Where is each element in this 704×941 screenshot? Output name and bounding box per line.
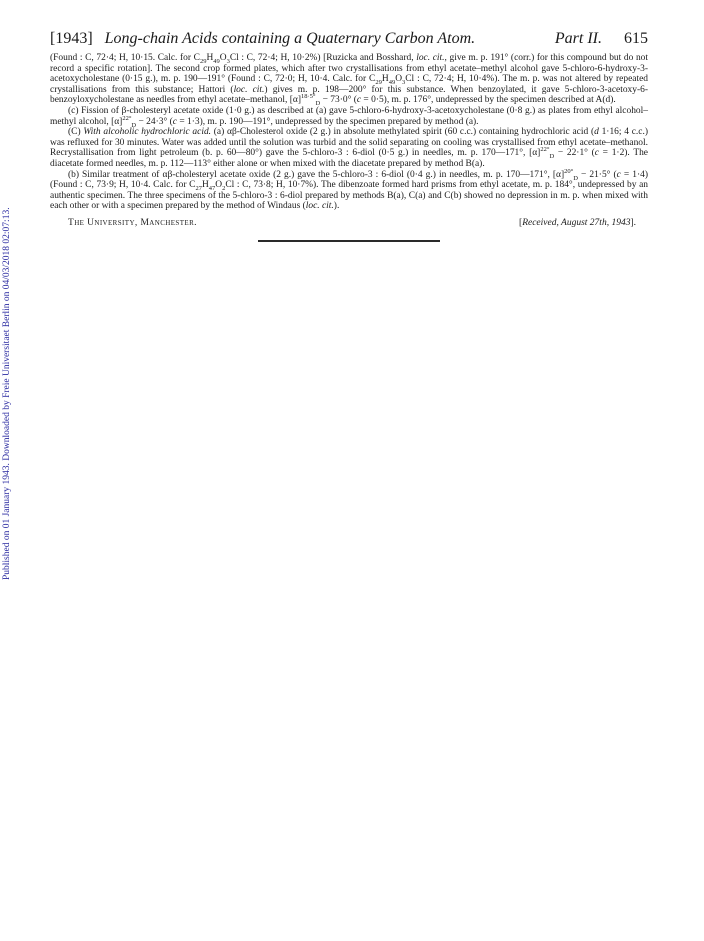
signoff-line	[50, 218, 648, 228]
paragraph-fission: (c) Fission of β-cholesteryl acetate oxide (1·0 g.) as described at (a) gave 5-chloro-6-hydroxy-3-acetoxycholestane (0·8 g.) as plates from ethyl alcohol–methyl alcohol, $[\alpha]^{22^\circ}_D - 24\cdot 3^\circ$ (c = 1·3), m. p. 190—191°, undepressed by the specimen prepared by method (a).	[50, 105, 648, 129]
institution: The University, Manchester.	[68, 217, 197, 228]
page-number: 615	[624, 30, 648, 47]
running-header	[50, 30, 648, 48]
publication-side-note	[2, 160, 18, 580]
header-year: [1943]	[50, 30, 93, 47]
header-part: Part II.	[554, 30, 602, 47]
paragraph-similar-treatment: (b) Similar treatment of αβ-cholesteryl acetate oxide (2 g.) gave the 5-chloro-3 : 6-diol (0·4 g.) in needles, m. p. 170—171°, $[\alpha]^{20^\circ}_D - 21\cdot 5^\circ$ (c = 1·4) (Found : C, 73·9; H, 10·4. Calc. for $C_{27}H_{47}O_2Cl$ : C, 73·8; H, 10·7%). The dibenzoate formed hard prisms from ethyl acetate, m. p. 184°, undepressed by an authentic specimen. The three specimens of the 5-chloro-3 : 6-diol prepared by methods B(a), C(a) and C(b) showed no depression in m. p. when mixed with each other or with a specimen prepared by the method of Windaus (loc. cit.).	[50, 167, 649, 212]
paragraph-alcoholic-hcl: (C) With alcoholic hydrochloric acid. (a) αβ-Cholesterol oxide (2 g.) in absolute methylated spirit (60 c.c.) containing hydrochloric acid (d 1·16; 4 c.c.) was refluxed for 30 minutes. Water was added until the solution was turbid and the solid separating on cooling was crystallised from ethyl acetate–methanol. Recrystallisation from light petroleum (b. p. 60—80°) gave the 5-chloro-3 : 6-diol (0·5 g.) in needles, m. p. 170—171°, $[\alpha]^{22^\circ}_D - 22\cdot 1^\circ$ (c = 1·2). The diacetate formed needles, m. p. 112—113° either alone or when mixed with the diacetate prepared by method B(a).	[50, 127, 648, 169]
paper-page	[50, 30, 648, 242]
end-rule	[258, 240, 440, 242]
header-title: Long-chain Acids containing a Quaternary Carbon Atom.	[104, 30, 476, 47]
received-date: [Received, August 27th, 1943].	[519, 217, 636, 228]
side-note-text: Published on 01 January 1943. Downloaded by Freie Universitaet Berlin on 04/03/2018 02:07:13.	[2, 207, 12, 580]
paragraph-found-analysis: (Found : C, 72·4; H, 10·15. Calc. for $C_{29}H_{49}O_3Cl$ : C, 72·4; H, 10·2%) [Ruzicka and Bosshard, loc. cit., give m. p. 191° (corr.) for this compound but do not record a specific rotation]. The second crop formed plates, which after two crystallisations from ethyl acetate–methyl alcohol gave 5-chloro-6-hydroxy-3-acetoxycholestane (0·15 g.), m. p. 190—191° (Found : C, 72·0; H, 10·4. Calc. for $C_{29}H_{49}O_3Cl$ : C, 72·4; H, 10·4%). The m. p. was not altered by repeated crystallisations from this substance; Hattori (loc. cit.) gives m. p. 198—200° for this substance. When benzoylated, it gave 5-chloro-3-acetoxy-6-benzoyloxycholestane as needles from ethyl acetate–methanol, $[\alpha]^{18\cdot 5^\circ}_D - 73\cdot 0^\circ$ (c = 0·5), m. p. 176°, undepressed by the specimen described at A(d).	[50, 53, 649, 108]
